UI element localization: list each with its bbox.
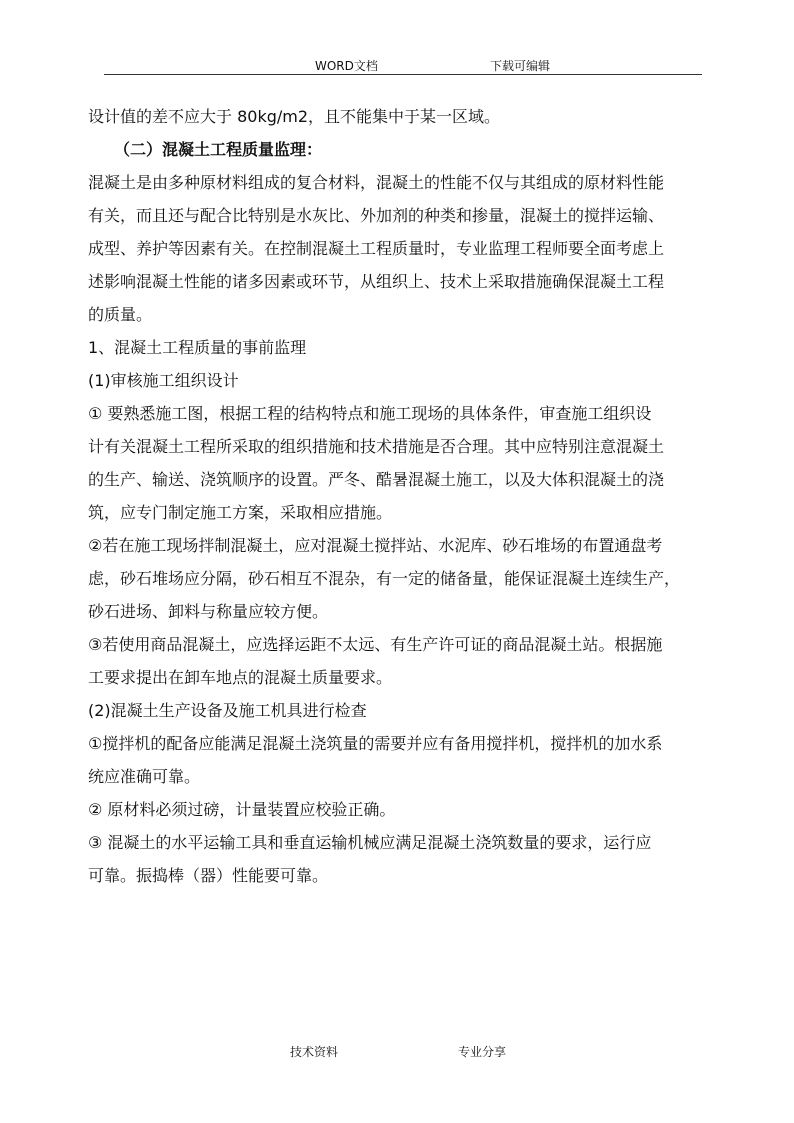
body-line-13: 筑，应专门制定施工方案，采取相应措施。 — [88, 503, 393, 522]
body-line-24: 可靠。振捣棒（器）性能要可靠。 — [88, 866, 329, 885]
body-line-22: ② 原材料必须过磅，计量装置应校验正确。 — [88, 800, 396, 819]
body-line-11: 计有关混凝土工程所采取的组织措施和技术措施是否合理。其中应特别注意混凝土 — [88, 437, 665, 456]
body-line-6: 述影响混凝土性能的诸多因素或环节，从组织上、技术上采取措施确保混凝土工程 — [88, 272, 665, 291]
body-line-10: ① 要熟悉施工图，根据工程的结构特点和施工现场的具体条件，审查施工组织设 — [88, 404, 652, 423]
body-line-4: 有关，而且还与配合比特别是水灰比、外加剂的种类和掺量，混凝土的搅拌运输、 — [88, 206, 665, 225]
body-line-7: 的质量。 — [88, 305, 153, 324]
header-doc-label: WORD文档 — [315, 59, 378, 73]
body-line-1: 设计值的差不应大于 80kg/m2，且不能集中于某一区域。 — [88, 107, 501, 126]
body-line-5: 成型、养护等因素有关。在控制混凝土工程质量时，专业监理工程师要全面考虑上 — [88, 239, 665, 258]
body-line-15: 虑，砂石堆场应分隔，砂石相互不混杂，有一定的储备量，能保证混凝土连续生产， — [88, 569, 681, 588]
header-editable-label: 下载可编辑 — [490, 59, 551, 73]
body-line-20: ①搅拌机的配备应能满足混凝土浇筑量的需要并应有备用搅拌机，搅拌机的加水系 — [88, 734, 663, 753]
body-line-23: ③ 混凝土的水平运输工具和垂直运输机械应满足混凝土浇筑数量的要求，运行应 — [88, 833, 652, 852]
subheading-pre-supervision: 1、混凝土工程质量的事前监理 — [88, 338, 307, 357]
body-line-17: ③若使用商品混凝土，应选择运距不太远、有生产许可证的商品混凝土站。根据施 — [88, 635, 663, 654]
footer-share-label: 专业分享 — [458, 1045, 507, 1059]
body-line-21: 统应准确可靠。 — [88, 767, 201, 786]
subheading-equipment-check: (2)混凝土生产设备及施工机具进行检查 — [88, 701, 367, 720]
body-line-16: 砂石进场、卸料与称量应较方便。 — [88, 602, 329, 621]
body-line-12: 的生产、输送、浇筑顺序的设置。严冬、酷暑混凝土施工，以及大体积混凝土的浇 — [88, 470, 665, 489]
body-line-14: ②若在施工现场拌制混凝土，应对混凝土搅拌站、水泥库、砂石堆场的布置通盘考 — [88, 536, 663, 555]
subheading-review-design: (1)审核施工组织设计 — [88, 371, 239, 390]
body-line-18: 工要求提出在卸车地点的混凝土质量要求。 — [88, 668, 393, 687]
footer-tech-label: 技术资料 — [290, 1045, 339, 1059]
document-body — [88, 100, 718, 892]
page-footer — [0, 1043, 794, 1059]
body-line-3: 混凝土是由多种原材料组成的复合材料，混凝土的性能不仅与其组成的原材料性能 — [88, 173, 665, 192]
page-header — [104, 56, 702, 75]
section-heading-concrete-quality: （二）混凝土工程质量监理： — [114, 140, 323, 159]
